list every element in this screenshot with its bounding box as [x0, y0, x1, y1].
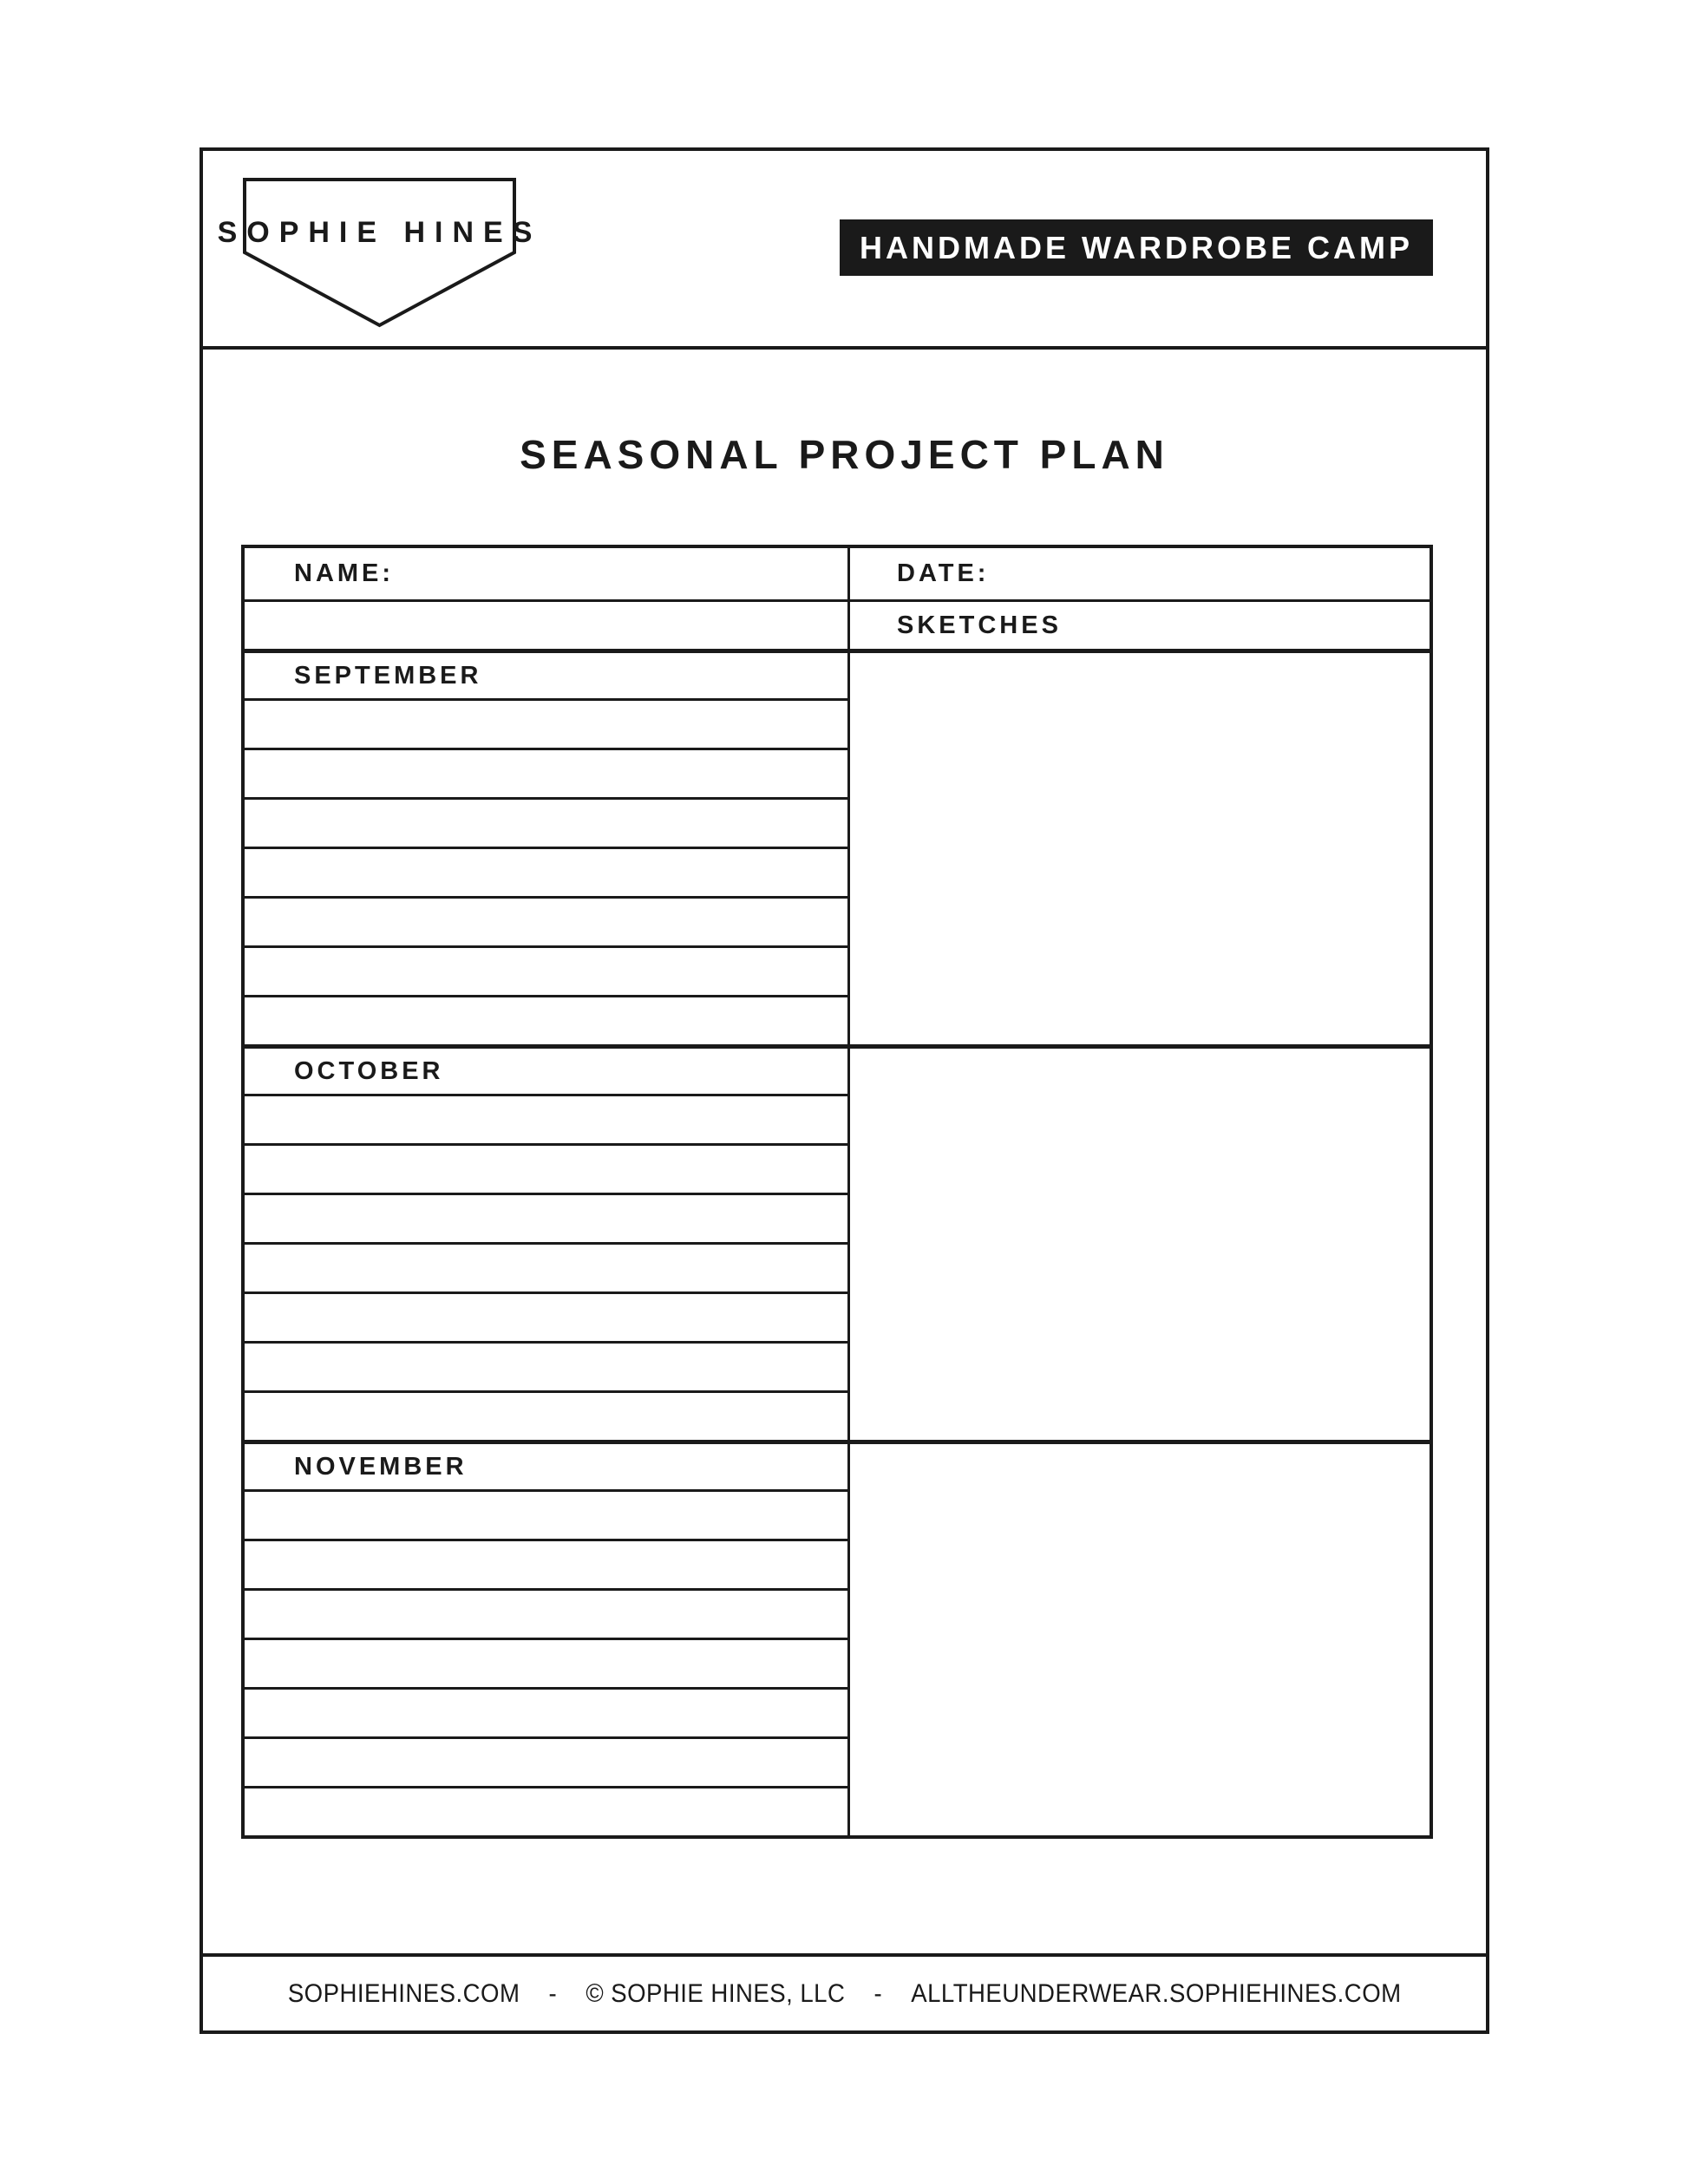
sketches-header-row: [850, 599, 1430, 649]
name-label: NAME:: [294, 559, 395, 587]
blank-line-row: [245, 1341, 847, 1390]
footer-separator: -: [548, 1978, 557, 2008]
date-label: DATE:: [897, 559, 990, 587]
blank-line-row: [245, 945, 847, 995]
blank-line-row: [245, 896, 847, 945]
footer-text: [288, 1979, 1402, 2009]
header-band: [203, 151, 1486, 350]
banner-title: HANDMADE WARDROBE CAMP: [840, 219, 1433, 276]
footer-copyright: © SOPHIE HINES, LLC: [586, 1978, 846, 2008]
page-title: SEASONAL PROJECT PLAN: [520, 432, 1169, 477]
sketches-column: [847, 548, 1430, 1835]
blank-line-row: [245, 1588, 847, 1638]
document-page: [200, 147, 1489, 2034]
blank-line-row: [245, 1094, 847, 1143]
blank-line-row: [245, 1143, 847, 1193]
blank-line-row: [245, 847, 847, 896]
month-label: SEPTEMBER: [294, 661, 482, 690]
brand-name: SOPHIE HINES: [217, 216, 542, 249]
footer-separator: -: [873, 1978, 882, 2008]
month-header-november: [245, 1440, 847, 1489]
footer-site-url: SOPHIEHINES.COM: [287, 1978, 520, 2008]
month-header-september: [245, 649, 847, 698]
brand-logo: [217, 178, 542, 328]
month-header-october: [245, 1044, 847, 1094]
name-field-row: [245, 548, 847, 599]
blank-line-row: [245, 698, 847, 748]
footer-shop-url: ALLTHEUNDERWEAR.SOPHIEHINES.COM: [911, 1978, 1402, 2008]
sketches-box-november: [850, 1440, 1430, 1835]
sketches-box-october: [850, 1044, 1430, 1440]
blank-line-row: [245, 1687, 847, 1736]
blank-line-row: [245, 1736, 847, 1786]
footer-band: [203, 1953, 1486, 2030]
blank-line-row: [245, 1390, 847, 1440]
blank-line-row: [245, 995, 847, 1044]
name-write-in-row: [245, 599, 847, 649]
blank-line-row: [245, 1291, 847, 1341]
blank-line-row: [245, 1193, 847, 1242]
month-label: NOVEMBER: [294, 1452, 468, 1481]
month-label: OCTOBER: [294, 1056, 444, 1085]
home-plate-badge-icon: [243, 178, 516, 328]
plan-table: [241, 545, 1433, 1839]
sketches-label: SKETCHES: [897, 611, 1062, 639]
date-field-row: [850, 548, 1430, 599]
blank-line-row: [245, 1786, 847, 1835]
blank-line-row: [245, 748, 847, 797]
blank-line-row: [245, 1638, 847, 1687]
blank-line-row: [245, 1242, 847, 1291]
blank-line-row: [245, 1539, 847, 1588]
sketches-box-september: [850, 649, 1430, 1044]
blank-line-row: [245, 1489, 847, 1539]
blank-line-row: [245, 797, 847, 847]
plan-column: [245, 548, 847, 1835]
